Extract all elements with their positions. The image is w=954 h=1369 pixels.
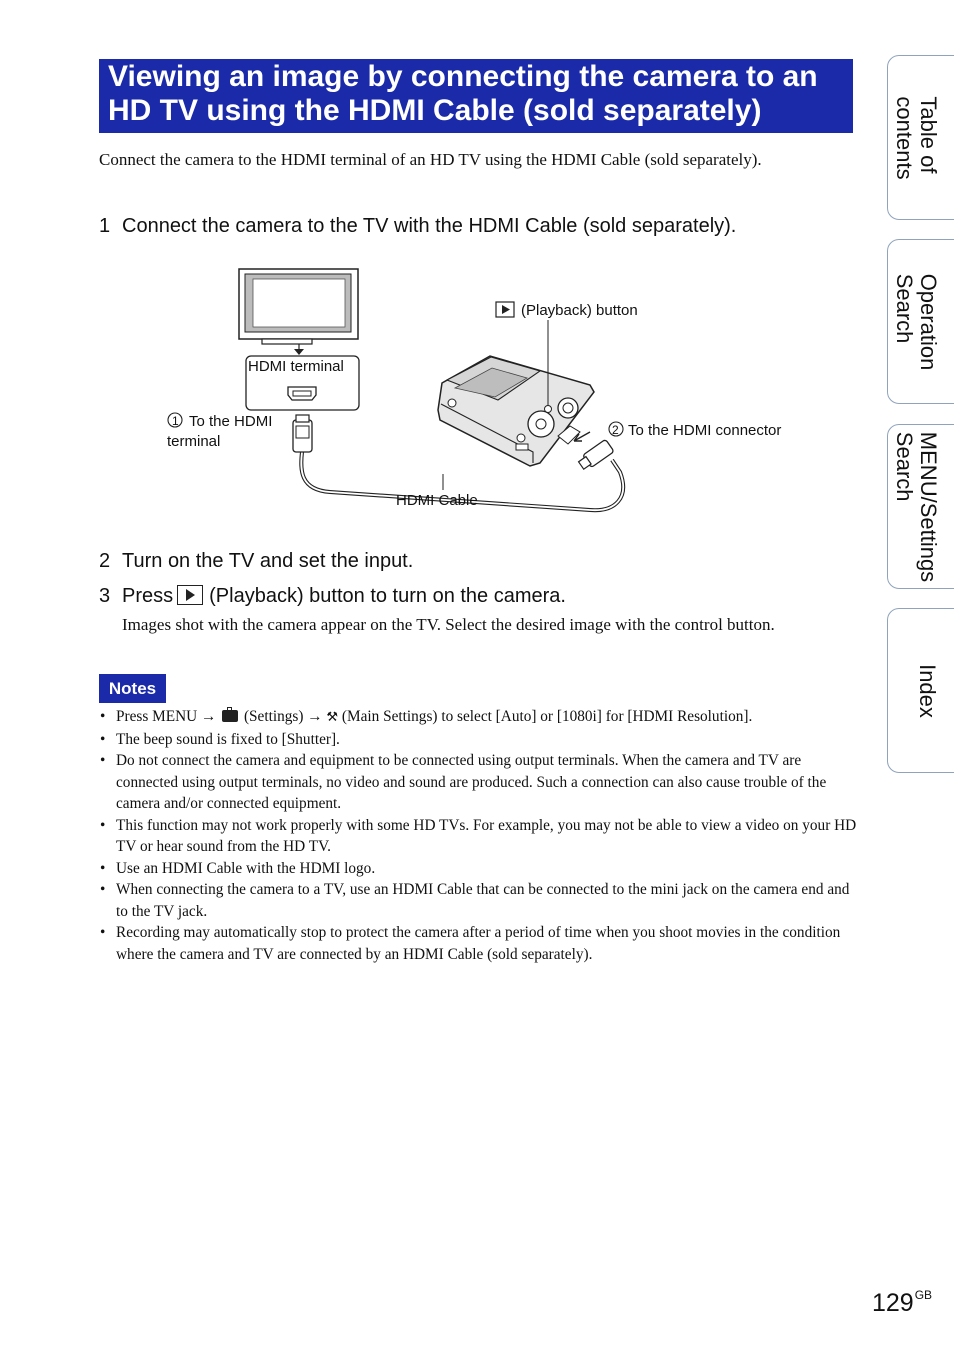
step-2-text: Turn on the TV and set the input. — [122, 550, 414, 572]
settings-toolbox-icon — [222, 710, 238, 722]
page-number — [872, 1288, 932, 1318]
tab-menu-settings-search-line-1: MENU/Settings — [916, 431, 941, 582]
playback-button-label: (Playback) button — [521, 302, 638, 319]
step-2-number: 2 — [99, 550, 111, 572]
note-item: • When connecting the camera to a TV, use an HDMI Cable that can be connected to the mini jack on the camera end and to the TV jack. — [99, 879, 859, 922]
step-3-number: 3 — [99, 585, 111, 607]
step-3 — [99, 584, 566, 608]
note-item: • Recording may automatically stop to protect the camera after a period of time when you shoot movies in the condition where the camera and TV are connected by an HDMI Cable (sold separately). — [99, 922, 859, 965]
callout-2-label: To the HDMI connector — [628, 422, 782, 439]
hdmi-cable-label: HDMI Cable — [396, 492, 478, 509]
note-item — [99, 706, 859, 729]
arrow-right-icon: → — [201, 708, 217, 725]
note-item: • This function may not work properly with some HD TVs. For example, you may not be able to view a video on your HD TV or hear sound from the HD TV. — [99, 815, 859, 858]
camera-icon — [438, 356, 594, 466]
tab-operation-search-line-1: Operation — [916, 273, 941, 370]
hdmi-connection-diagram — [0, 0, 954, 540]
step-3-body: Images shot with the camera appear on the TV. Select the desired image with the control button. — [122, 615, 775, 634]
tab-table-of-contents-line-1: Table of — [916, 95, 941, 173]
tab-operation-search[interactable] — [887, 239, 954, 404]
callout-1-line-2: terminal — [167, 433, 221, 450]
notes-list — [99, 706, 859, 965]
step-2 — [99, 549, 413, 573]
step-3-prefix: Press — [122, 585, 174, 607]
callout-1-number: 1 — [172, 414, 179, 428]
callout-1-line-1: To the HDMI — [189, 413, 273, 430]
tab-menu-settings-search-line-2: Search — [892, 431, 917, 502]
step-1-text: Connect the camera to the TV with the HDMI Cable (sold separately). — [122, 215, 737, 237]
callout-2-number: 2 — [612, 423, 619, 437]
tab-table-of-contents[interactable] — [887, 55, 954, 220]
tab-menu-settings-search[interactable] — [887, 424, 954, 589]
tab-index-line-1: Index — [915, 663, 940, 718]
note-item: • The beep sound is fixed to [Shutter]. — [99, 729, 859, 751]
arrow-right-icon: → — [307, 708, 323, 725]
note-1-part-b: (Settings) — [243, 708, 304, 725]
tab-table-of-contents-line-2: contents — [892, 95, 917, 180]
step-1-number: 1 — [99, 215, 111, 237]
page-title-line-2: HD TV using the HDMI Cable (sold separately) — [108, 94, 762, 127]
tab-label — [892, 96, 940, 179]
intro-text: Connect the camera to the HDMI terminal of an HD TV using the HDMI Cable (sold separately). — [99, 150, 762, 169]
note-1-part-c: (Main Settings) to select [Auto] or [1080i] for [HDMI Resolution]. — [341, 708, 753, 725]
tv-icon — [239, 269, 358, 344]
tab-index[interactable] — [887, 608, 954, 773]
page-title-line-1: Viewing an image by connecting the camera to an — [108, 60, 818, 93]
note-item: • Use an HDMI Cable with the HDMI logo. — [99, 858, 859, 880]
main-settings-icon: ⚒ — [326, 710, 339, 725]
hdmi-port-icon — [288, 387, 316, 400]
hdmi-terminal-label: HDMI terminal — [248, 358, 344, 375]
tab-label — [892, 431, 940, 581]
tab-label — [892, 273, 940, 370]
step-3-text: (Playback) button to turn on the camera. — [209, 585, 566, 607]
note-1-part-a: Press MENU — [116, 708, 198, 725]
page-number-value: 129 — [872, 1289, 914, 1317]
note-item: • Do not connect the camera and equipment to be connected using output terminals. When the camera and TV are connected using output terminals, no video and sound are produced. Such a connection can also cause trouble of the camera and/or connected equipment. — [99, 750, 859, 815]
page-number-suffix: GB — [914, 1288, 933, 1302]
notes-label: Notes — [99, 674, 166, 703]
tab-operation-search-line-2: Search — [892, 273, 917, 343]
tab-label — [915, 664, 939, 718]
playback-icon — [177, 585, 203, 605]
